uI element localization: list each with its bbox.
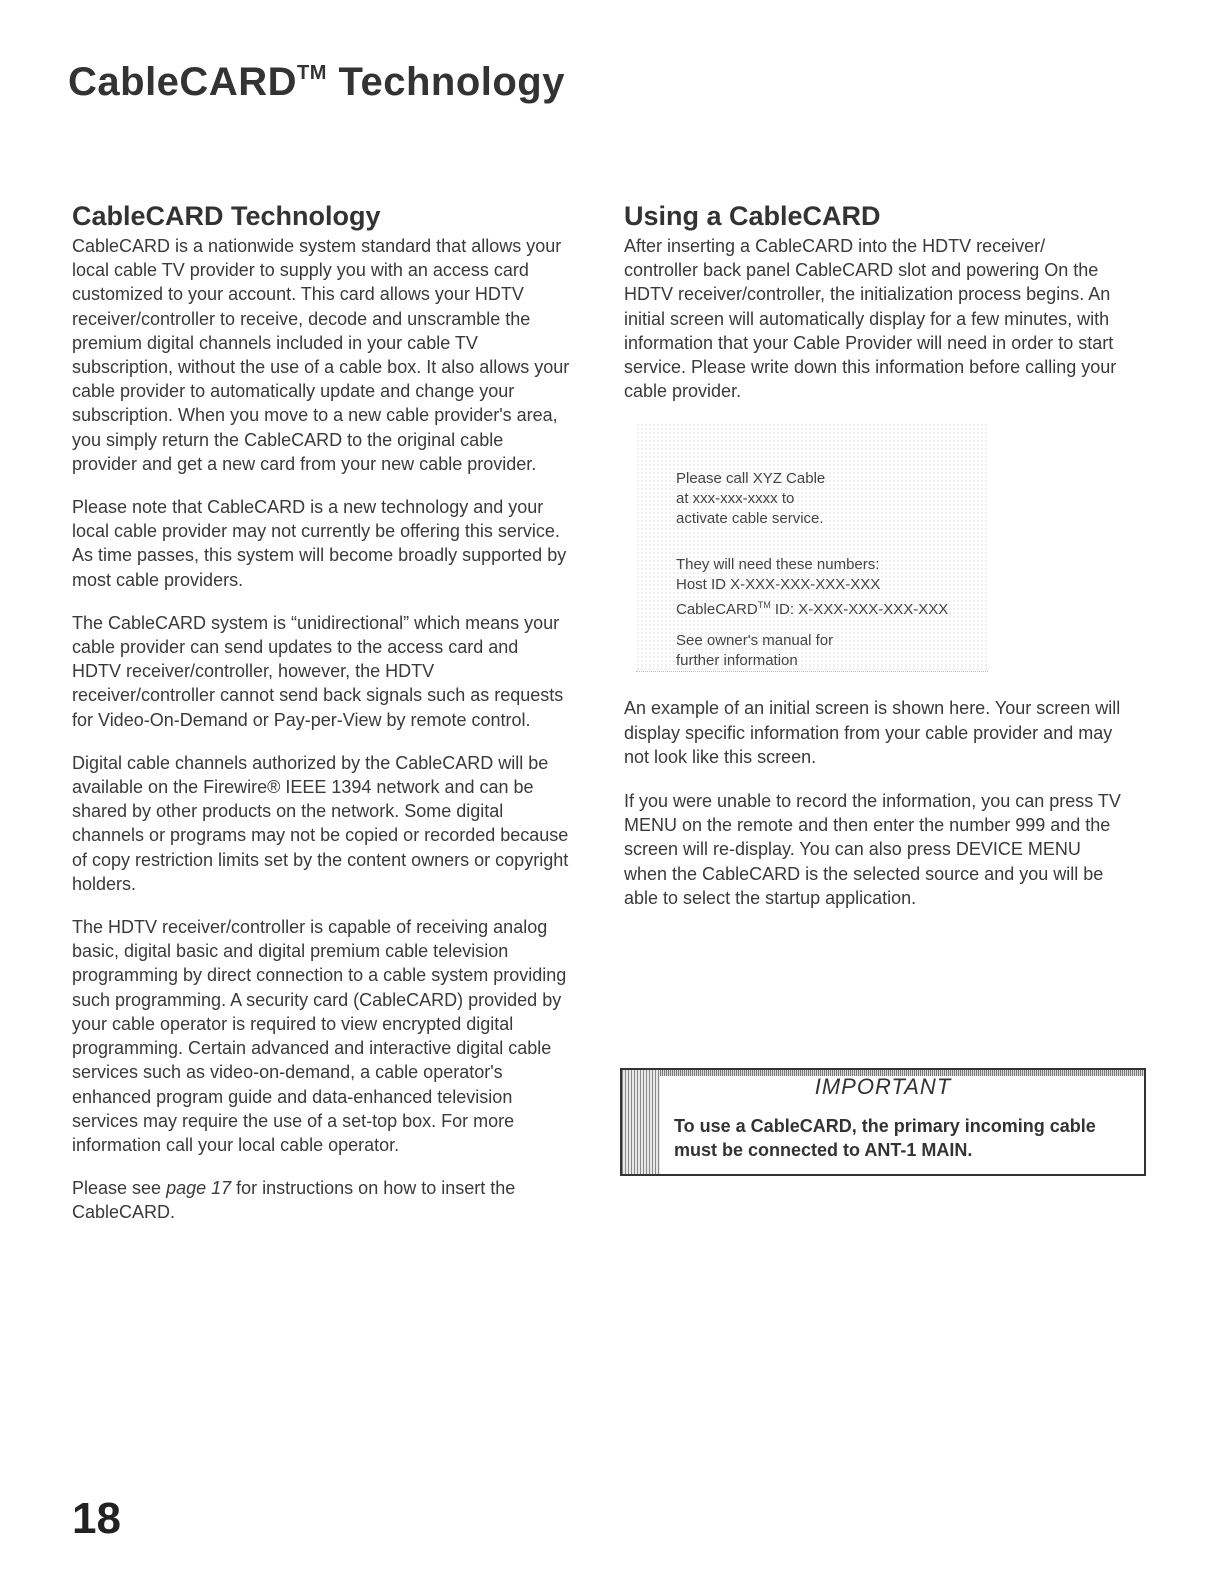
- important-heading: IMPORTANT: [814, 1074, 952, 1099]
- host-id: Host ID X-XXX-XXX-XXX-XXX: [676, 576, 881, 594]
- paragraph-page-reference: Please see page 17 for instructions on how to insert the CableCARD.: [72, 1178, 516, 1223]
- paragraph: The CableCARD system is “unidirectional” which means your cable provider can send updates to the access card and HDTV receiver/controller, however, the HDTV receiver/controller cannot send back signals such as requests for Video-On-Demand or Pay-per-View by remote control.: [72, 612, 564, 730]
- paragraph: If you were unable to record the information, you can press TV MENU on the remote and then enter the number 999 and the screen will re-display. You can also press DEVICE MENU when the CableCARD is the selected source and you will be able to select the startup application.: [624, 791, 1121, 908]
- page-17-link[interactable]: page 17: [166, 1178, 232, 1199]
- page-number: 18: [72, 1494, 121, 1543]
- page-title: CableCARD™ Technology: [68, 60, 565, 104]
- paragraph: CableCARD is a nationwide system standard that allows your local cable TV provider to supply you with an access card customized to your account. This card allows your HDTV receiver/controller to receive, decode and unscramble the premium digital channels included in your cable TV subscription, without the use of a cable box. It also allows your cable provider to automatically update and change your subscription. When you move to a new cable provider's area, you simply return the CableCARD to the original cable provider and get a new card from your new cable provider.: [72, 236, 570, 474]
- paragraph: Please note that CableCARD is a new technology and your local cable provider may not currently be offering this service. As time passes, this system will become broadly supported by most cable providers.: [72, 497, 567, 590]
- section-heading-using-cablecard: Using a CableCARD: [624, 201, 881, 231]
- paragraph: Digital cable channels authorized by the CableCARD will be available on the Firewire® IEEE 1394 network and can be shared by other products on the network. Some digital channels or programs may not be copied or recorded because of copy restriction limits set by the content owners or copyright holders.: [72, 752, 569, 894]
- paragraph: The HDTV receiver/controller is capable of receiving analog basic, digital basic and digital premium cable television programming by direct connection to a cable system providing such programming. A security card (CableCARD) provided by your cable operator is required to view encrypted digital programming. Certain advanced and interactive digital cable services such as video-on-demand, a cable operator's enhanced program guide and data-enhanced television services may require the use of a set-top box. For more information call your local cable operator.: [72, 917, 567, 1155]
- left-column: [72, 200, 572, 1244]
- screen-call-block: Please call XYZ Cable at xxx-xxx-xxxx to activate cable service.: [676, 470, 826, 528]
- initial-screen-example: [636, 423, 988, 672]
- important-message: To use a CableCARD, the primary incoming cable must be connected to ANT-1 MAIN.: [674, 1116, 1096, 1160]
- section-heading-cablecard-technology: CableCARD Technology: [72, 201, 381, 231]
- cablecard-id: CableCARD™ ID: X-XXX-XXX-XXX-XXX: [676, 600, 949, 619]
- right-column: [624, 200, 1124, 930]
- paragraph: An example of an initial screen is shown here. Your screen will display specific information from your cable provider and may not look like this screen.: [624, 698, 1121, 767]
- screen-manual-block: See owner's manual for further information: [676, 632, 834, 670]
- screen-numbers-block: They will need these numbers: Host ID X-XXX-XXX-XXX-XXX CableCARD™ ID: X-XXX-XXX-XXX-XXX: [676, 556, 949, 619]
- important-notice-box: [620, 1068, 1146, 1176]
- paragraph: After inserting a CableCARD into the HDTV receiver/ controller back panel CableCARD slot and powering On the HDTV receiver/controller, the initialization process begins. An initial screen will automatically display for a few minutes, with information that your Cable Provider will need in order to start service. Please write down this information before calling your cable provider.: [624, 236, 1117, 402]
